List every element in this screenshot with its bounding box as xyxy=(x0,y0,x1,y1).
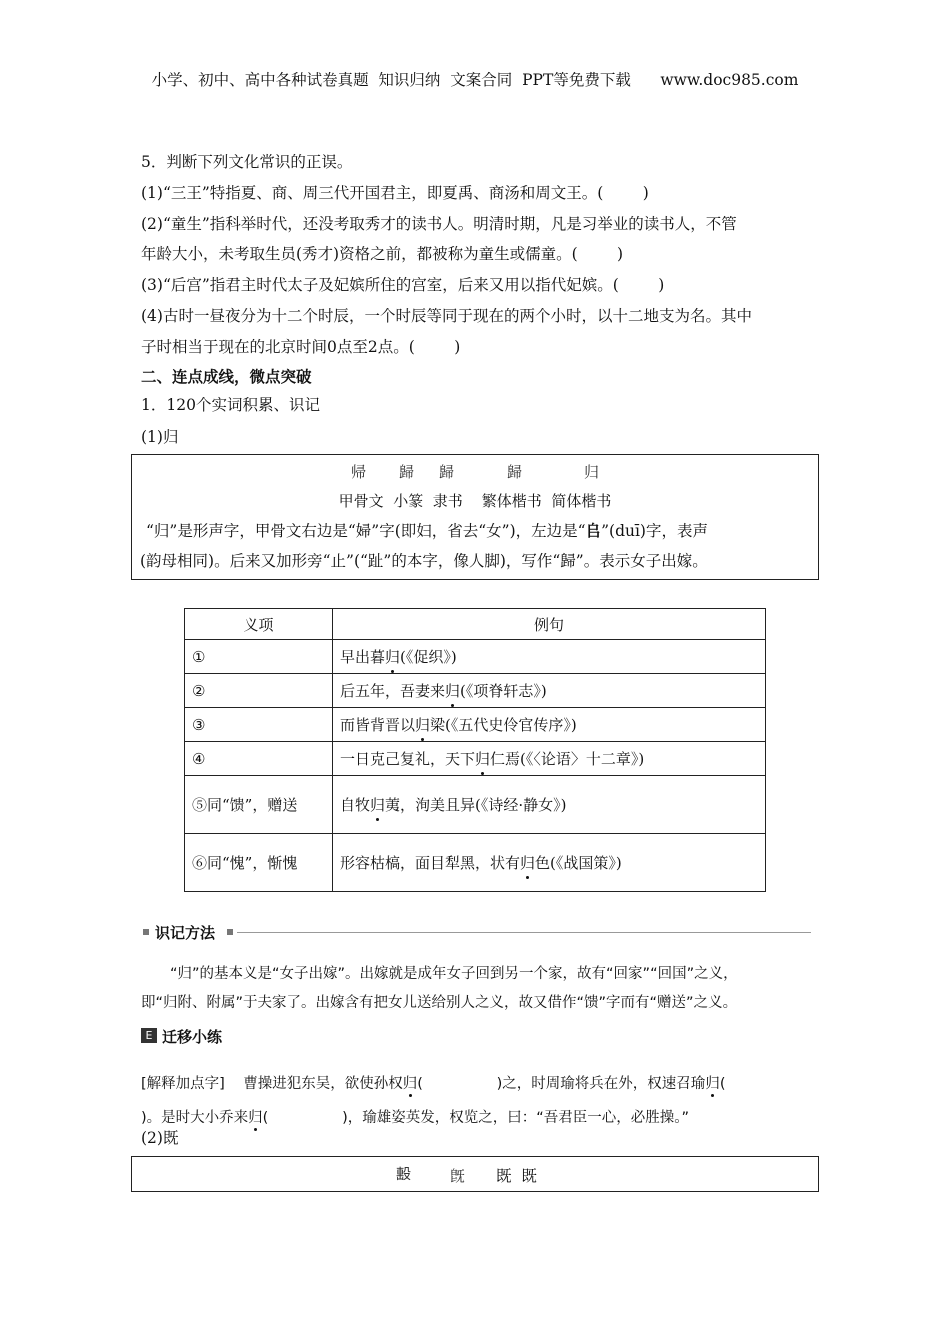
q5-item-3: (3)“后宫”指君主时代太子及妃嫔所住的宫室，后来又用以指代妃嫔。( ) xyxy=(141,276,665,294)
practice-text: )。是时大小乔来 xyxy=(141,1110,249,1126)
ji-label: (2)既 xyxy=(141,1129,179,1147)
example-sentence: 形容枯槁，面目犁黑，状有归色(《战国策》) xyxy=(333,834,766,892)
q5-item-4b: 子时相当于现在的北京时间0点至2点。( ) xyxy=(141,338,461,356)
q5-item-2a: (2)“童生”指科举时代，还没考取秀才的读书人。明清时期，凡是习举业的读书人，不管 xyxy=(141,215,737,233)
meaning-label: ⑤同“馈”，赠送 xyxy=(185,776,333,834)
key-char: 归 xyxy=(385,645,400,669)
key-char: 归 xyxy=(415,713,430,737)
section-2-sub1: 1．120个实词积累、识记 xyxy=(141,396,320,414)
practice-icon: E xyxy=(141,1028,157,1043)
q5-title: 5．判断下列文化常识的正误。 xyxy=(141,153,353,171)
small-seal-glyph: 歸 xyxy=(399,463,415,481)
practice-title: 迁移小练 xyxy=(162,1028,223,1046)
meaning-label: ② xyxy=(185,674,333,708)
example-sentence: 而皆背晋以归梁(《五代史伶官传序》) xyxy=(333,708,766,742)
key-char: 归 xyxy=(403,1072,418,1093)
header-meaning: 义项 xyxy=(185,609,333,640)
ji-seal-glyph: 旣 xyxy=(450,1167,466,1185)
table-header-row xyxy=(185,609,766,640)
gui-label: (1)归 xyxy=(141,428,179,446)
example-sentence: 自牧归荑，洵美且异(《诗经·静女》) xyxy=(333,776,766,834)
gui-desc-line-2: (韵母相同)。后来又加形旁“止”(“趾”的本字，像人脚)，写作“歸”。表示女子出嫁。 xyxy=(140,552,708,570)
gui-font-labels: 甲骨文 小篆 隶书 繁体楷书 简体楷书 xyxy=(338,492,612,510)
square-bullet-icon xyxy=(227,929,233,935)
section-2-title: 二、连点成线，微点突破 xyxy=(141,367,312,386)
gui-desc-1a: “归”是形声字，甲骨文右边是“婦”字(即妇，省去“女”)，左边是“ xyxy=(146,522,586,540)
practice-text: [解释加点字] 曹操进犯东吴，欲使孙权 xyxy=(141,1076,403,1092)
table-row xyxy=(185,708,766,742)
q5-item-2b: 年龄大小，未考取生员(秀才)资格之前，都被称为童生或儒童。( ) xyxy=(141,245,624,263)
key-char: 归 xyxy=(248,1106,263,1127)
meaning-label: ④ xyxy=(185,742,333,776)
example-sentence: 一日克己复礼，天下归仁焉(《〈论语〉十二章》) xyxy=(333,742,766,776)
meaning-label: ⑥同“愧”，惭愧 xyxy=(185,834,333,892)
ji-etymology-box xyxy=(131,1156,819,1192)
key-char: 归 xyxy=(370,793,385,817)
method-heading xyxy=(141,922,811,942)
q5-item-1: (1)“三王”特指夏、商、周三代开国君主，即夏禹、商汤和周文王。( ) xyxy=(141,184,649,202)
practice-line-2 xyxy=(141,1090,689,1127)
ji-oracle-glyph: 𣪠 xyxy=(396,1165,412,1183)
key-char: 归 xyxy=(445,679,460,703)
header-example: 例句 xyxy=(333,609,766,640)
practice-text: ( xyxy=(719,1076,726,1092)
oracle-bone-glyph: 帰 xyxy=(351,463,367,481)
example-sentence: 后五年，吾妻来归(《项脊轩志》) xyxy=(333,674,766,708)
gui-etymology-box xyxy=(131,454,819,580)
method-line-1: “归”的基本义是“女子出嫁”。出嫁就是成年女子回到另一个家，故有“回家”“回国”之义， xyxy=(170,966,738,982)
gui-desc-dui: 𠂤 xyxy=(585,521,602,540)
table-row xyxy=(185,640,766,674)
table-row xyxy=(185,674,766,708)
simplified-glyph: 归 xyxy=(584,463,600,481)
practice-text: ( )，瑜雄姿英发，权览之，曰：“吾君臣一心，必胜操。” xyxy=(262,1110,690,1126)
practice-line-1 xyxy=(141,1056,725,1093)
practice-text: ( )之，时周瑜将兵在外，权速召瑜 xyxy=(417,1076,706,1092)
gui-meaning-table xyxy=(184,608,766,892)
table-row xyxy=(185,742,766,776)
square-bullet-icon xyxy=(143,929,149,935)
ji-chars: 既 既 xyxy=(496,1167,537,1185)
method-line-2: 即“归附、附属”于夫家了。出嫁含有把女儿送给别人之义，故又借作“馈”字而有“赠送”之义。 xyxy=(141,995,738,1011)
meaning-label: ③ xyxy=(185,708,333,742)
page-header: 小学、初中、高中各种试卷真题 知识归纳 文案合同 PPT等免费下载 www.doc985.com xyxy=(151,71,799,89)
table-row xyxy=(185,834,766,892)
method-title: 识记方法 xyxy=(155,924,216,942)
divider-line xyxy=(237,932,811,933)
meaning-label: ① xyxy=(185,640,333,674)
table-row xyxy=(185,776,766,834)
key-char: 归 xyxy=(705,1072,720,1093)
example-sentence: 早出暮归(《促织》) xyxy=(333,640,766,674)
key-char: 归 xyxy=(475,747,490,771)
gui-desc-1c: ”(duī)字，表声 xyxy=(601,522,708,540)
gui-glyph-row xyxy=(132,461,818,485)
traditional-glyph: 歸 xyxy=(507,463,523,481)
q5-item-4a: (4)古时一昼夜分为十二个时辰，一个时辰等同于现在的两个小时，以十二地支为名。其中 xyxy=(141,307,752,325)
clerical-glyph: 歸 xyxy=(439,463,455,481)
key-char: 归 xyxy=(520,851,535,875)
gui-desc-line-1 xyxy=(146,519,708,541)
